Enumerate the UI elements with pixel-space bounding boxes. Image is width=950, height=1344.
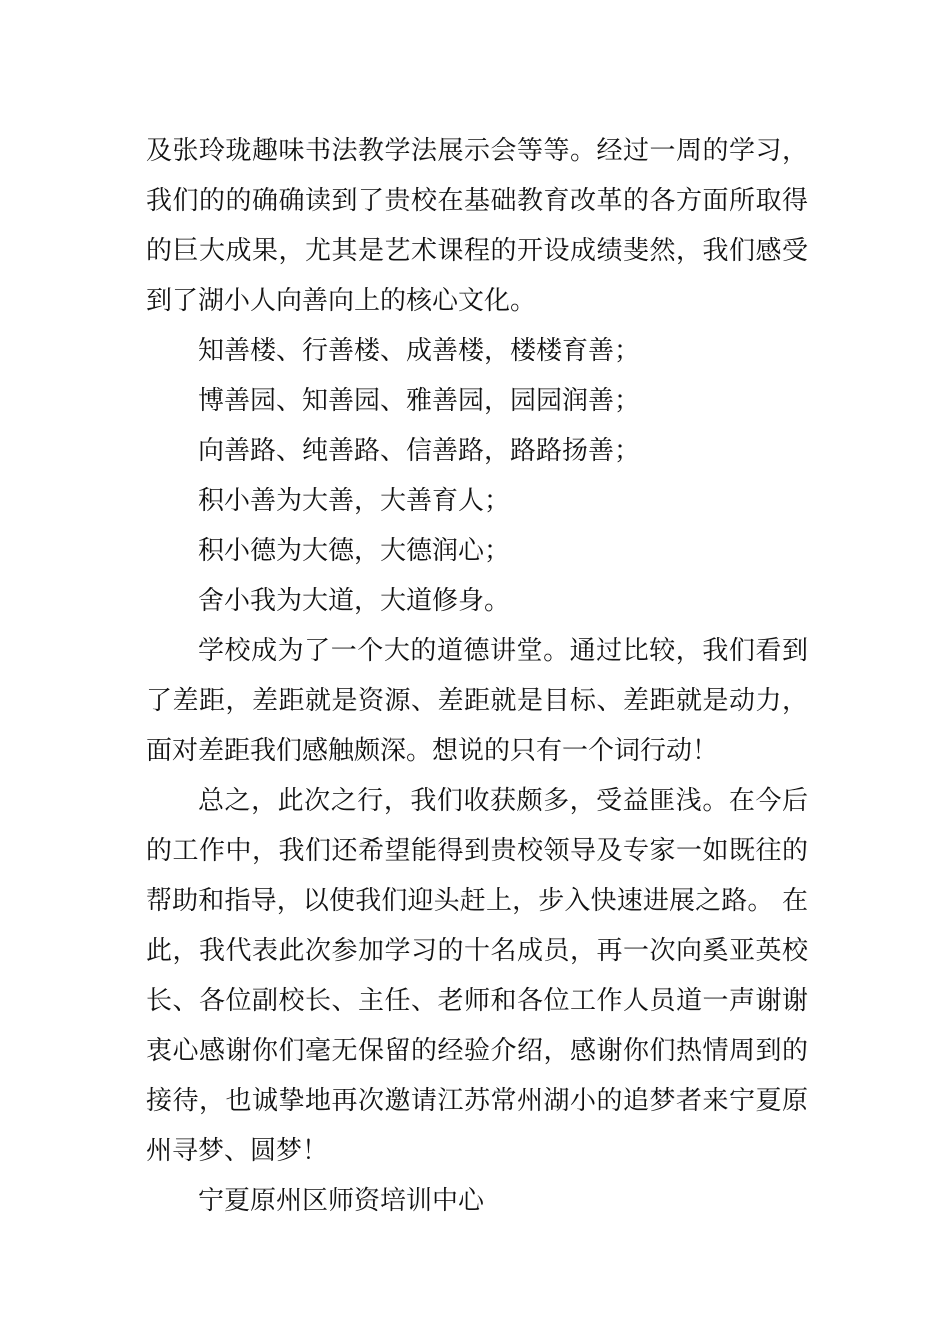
paragraph-line: 面对差距我们感触颇深。想说的只有一个词行动！ [146, 736, 719, 766]
paragraph-line: 州寻梦、圆梦！ [146, 1136, 329, 1166]
paragraph-line: 此，我代表此次参加学习的十名成员，再一次向奚亚英校 [146, 936, 808, 966]
paragraph-line: 的工作中，我们还希望能得到贵校领导及专家一如既往的 [146, 836, 808, 866]
paragraph-line: 衷心感谢你们毫无保留的经验介绍，感谢你们热情周到的 [146, 1036, 808, 1066]
paragraph-line: 帮助和指导，以使我们迎头赶上，步入快速进展之路。 在 [146, 886, 808, 916]
paragraph-line: 总之，此次之行，我们收获颇多，受益匪浅。在今后 [198, 786, 808, 816]
verse-line: 向善路、纯善路、信善路，路路扬善； [198, 436, 641, 466]
verse-line: 知善楼、行善楼、成善楼，楼楼育善； [198, 336, 641, 366]
verse-line: 舍小我为大道，大道修身。 [198, 586, 511, 616]
paragraph-line: 了差距，差距就是资源、差距就是目标、差距就是动力， [146, 686, 808, 716]
paragraph-line: 到了湖小人向善向上的核心文化。 [146, 286, 537, 316]
paragraph-line: 的巨大成果，尤其是艺术课程的开设成绩斐然，我们感受 [146, 236, 808, 266]
verse-line: 积小善为大善，大善育人； [198, 486, 511, 516]
paragraph-line: 长、各位副校长、主任、老师和各位工作人员道一声谢谢 [146, 986, 808, 1016]
paragraph-line: 及张玲珑趣味书法教学法展示会等等。经过一周的学习， [146, 136, 808, 166]
paragraph-line: 我们的的确确读到了贵校在基础教育改革的各方面所取得 [146, 186, 808, 216]
verse-line: 积小德为大德，大德润心； [198, 536, 511, 566]
verse-line: 博善园、知善园、雅善园，园园润善； [198, 386, 641, 416]
paragraph-line: 学校成为了一个大的道德讲堂。通过比较，我们看到 [198, 636, 808, 666]
document-body [146, 126, 808, 1226]
signature-line: 宁夏原州区师资培训中心 [198, 1186, 485, 1216]
paragraph-line: 接待，也诚挚地再次邀请江苏常州湖小的追梦者来宁夏原 [146, 1086, 808, 1116]
